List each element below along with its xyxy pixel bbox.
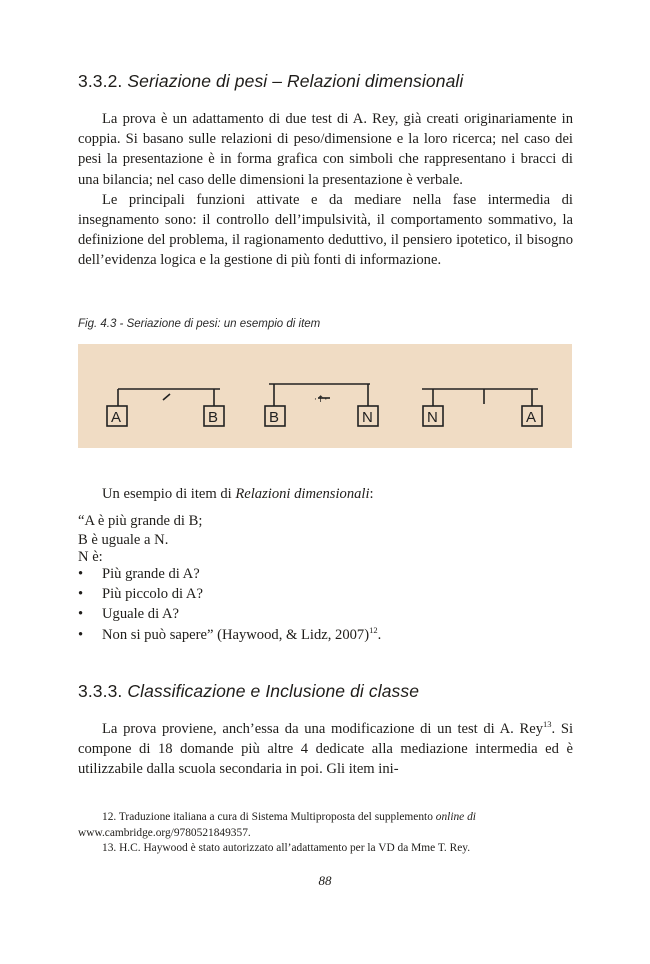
section-title: Classificazione e Inclusione di classe [127,681,420,701]
body-text-block-1 [78,109,573,271]
paragraph: Le principali funzioni attivate e da mediare nella fase intermedia di insegnamento sono: il controllo dell’impulsività, il comportamento sommativo, la definizione del problema, il ragionamento deduttivo, il pensiero ipotetico, il bisogno dell’evidenza logica e la gestione di più fonti di informazione. [78,191,573,269]
section-number: 3.3.2. [78,71,123,91]
list-item: • Più grande di A? [78,564,381,584]
footnote-ref: 13 [543,719,552,730]
paragraph: La prova è un adattamento di due test di A. Rey, già creati originariamente in coppia. Si basano sulle relazioni di peso/dimensione e la loro ricerca; nel caso dei pesi la presentazione è in forma grafica con simboli che rappresentano i bracci di una bilancia; nel caso delle dimensioni la presentazione è verbale. [78,111,573,188]
example-intro: Un esempio di item di Relazioni dimensionali: [102,486,374,502]
body-text-block-2 [78,719,573,780]
weight-label: B [269,409,280,426]
svg-text:·↑·: ·↑· [314,395,328,405]
weight-label: A [526,409,537,426]
footnotes [78,810,573,857]
footnote-ref: 12 [369,624,378,635]
paragraph: La prova proviene, anch’essa da una modificazione di un test di A. Rey$^{13}$. Si compone di 18 domande più altre 4 dedicate alla mediazione intermedia ed è utilizzabile dalla scuola secondaria in poi. Gli item ini- [78,719,574,778]
weight-label: A [111,409,122,426]
footnote-url: www.cambridge.org/9780521849357. [78,826,251,839]
answer-options-list [78,564,381,645]
example-line: N è: [78,549,103,565]
balance-diagram [78,344,572,448]
list-item: • Non si può sapere” (Haywood, & Lidz, 2007)$^{12}$. [78,625,381,645]
page-number: 88 [318,873,332,888]
footnote-13: 13. H.C. Haywood è stato autorizzato all’adattamento per la VD da Mme T. Rey. [102,842,471,855]
example-line: B è uguale a N. [78,532,169,548]
figure-caption: Fig. 4.3 - Seriazione di pesi: un esempio di item [78,318,321,330]
section-heading-333 [78,681,419,702]
list-item: • Più piccolo di A? [78,584,381,604]
section-heading-332 [78,71,463,92]
section-title: Seriazione di pesi – Relazioni dimensionali [127,71,464,91]
footnote-12: 12. Traduzione italiana a cura di Sistema Multiproposta del supplemento online di [102,811,476,823]
weight-label: N [427,409,438,426]
weight-label: B [208,409,219,426]
figure-balance-items [78,344,572,448]
example-line: “A è più grande di B; [78,513,203,529]
list-item: • Uguale di A? [78,604,381,624]
section-number: 3.3.3. [78,681,123,701]
weight-label: N [362,409,373,426]
